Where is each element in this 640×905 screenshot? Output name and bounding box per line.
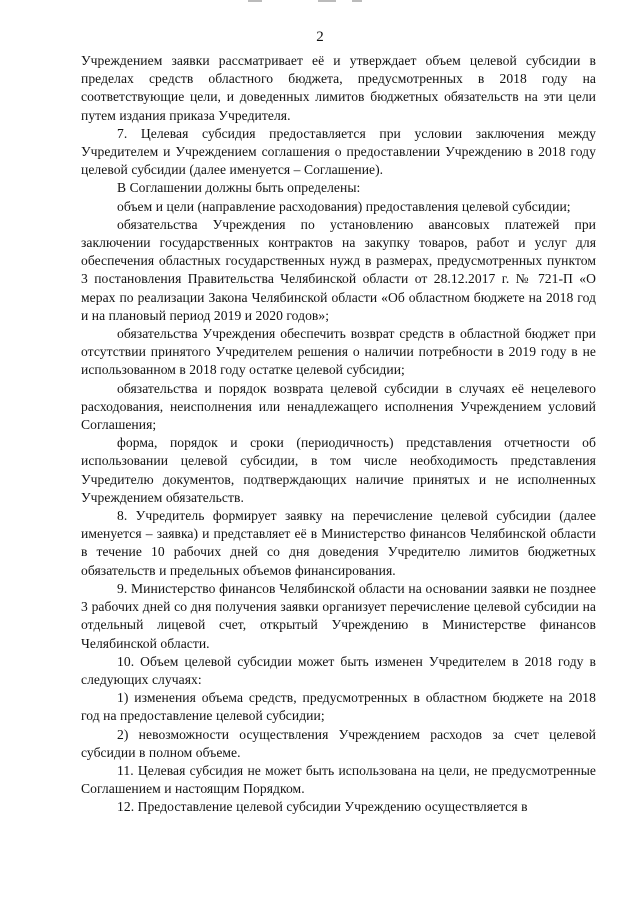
paragraph-return-procedure: обязательства и порядок возврата целевой субсидии в случаях её нецелевого расходования, неисполнения или ненадлежащего исполнения Учреждением условий Соглашения; [81,380,596,433]
paragraph-continuation: Учреждением заявки рассматривает её и утверждает объем целевой субсидии в пределах средств областного бюджета, предусмотренных в 2018 году на соответствующие цели, и доведенных лимитов бюджетных обязательств на эти цели путем издания приказа Учредителя. [81,53,596,123]
paragraph-item-7: 7. Целевая субсидия предоставляется при условии заключения между Учредителем и Учреждением соглашения о предоставлении Учреждению в 2018 году целевой субсидии (далее именуется – Соглашение). [81,125,596,178]
paragraph-item-10-case-2: 2) невозможности осуществления Учреждением расходов за счет целевой субсидии в полном объеме. [81,726,596,760]
scan-mark [248,0,262,2]
paragraph-agreement-intro: В Соглашении должны быть определены: [117,180,361,196]
paragraph-item-12: 12. Предоставление целевой субсидии Учреждению осуществляется в [117,799,528,815]
paragraph-return-funds: обязательства Учреждения обеспечить возврат средств в областной бюджет при отсутствии принятого Учредителем решения о наличии потребности в 2019 году в не использованном в 2018 году остатке целевой субсидии; [81,326,596,378]
paragraph-item-8: 8. Учредитель формирует заявку на перечисление целевой субсидии (далее именуется – заявка) и представляет её в Министерство финансов Челябинской области в течение 10 рабочих дней со дня доведения Учредителю лимитов бюджетных обязательств и предельных объемов финансирования. [81,508,596,578]
paragraph-item-11: 11. Целевая субсидия не может быть использована на цели, не предусмотренные Соглашением и настоящим Порядком. [81,762,596,797]
page-number: 2 [316,29,324,45]
scan-mark [318,0,336,2]
document-body [81,52,596,817]
paragraph-reporting: форма, порядок и сроки (периодичность) представления отчетности об использовании целевой субсидии, в том числе необходимость представления Учредителю документов, подтверждающих наличие принятых и не исполненных Учреждением обязательств. [81,435,596,505]
scan-mark [352,0,362,2]
paragraph-item-10: 10. Объем целевой субсидии может быть изменен Учредителем в 2018 году в следующих случаях: [81,653,596,687]
paragraph-advance-payments: обязательства Учреждения по установлению авансовых платежей при заключении государственных контрактов на закупку товаров, работ и услуг для обеспечения областных государственных нужд в размерах, предусмотренных пунктом 3 постановления Правительства Челябинской области от 28.12.2017 г. № 721-П «О мерах по реализации Закона Челябинской области «Об областном бюджете на 2018 год и на плановый период 2019 и 2020 годов»; [81,216,596,323]
paragraph-agreement-scope: объем и цели (направление расходования) предоставления целевой субсидии; [117,198,571,214]
paragraph-item-10-case-1: 1) изменения объема средств, предусмотренных в областном бюджете на 2018 год на предоставление целевой субсидии; [81,690,596,724]
paragraph-item-9: 9. Министерство финансов Челябинской области на основании заявки не позднее 3 рабочих дней со дня получения заявки организует перечисление целевой субсидии на отдельный лицевой счет, открытый Учреждению в Министерстве финансов Челябинской области. [81,580,596,651]
